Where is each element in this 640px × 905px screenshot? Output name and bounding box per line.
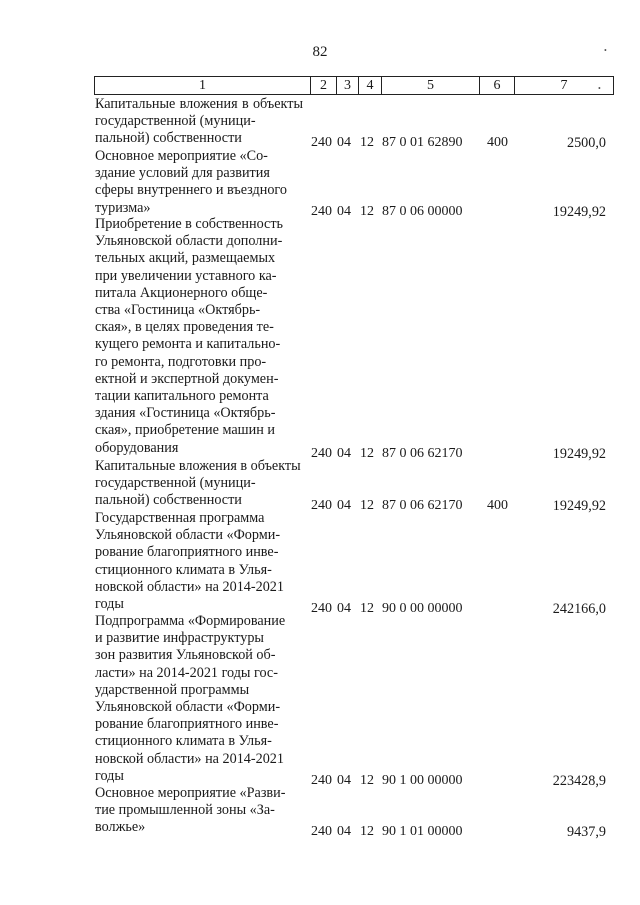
row-description xyxy=(95,458,303,510)
code-target-article: 87 0 01 62890 xyxy=(382,135,463,150)
row-amount: 19249,92 xyxy=(552,498,606,514)
code-ministry: 240 xyxy=(311,446,332,461)
description-line: ская», приобретение машин и xyxy=(95,422,275,439)
row-codes xyxy=(311,204,517,220)
description-line: туризма» xyxy=(95,199,151,216)
code-subsection: 12 xyxy=(360,824,374,839)
description-line: стиционного климата в Улья- xyxy=(95,561,272,578)
description-line: го ремонта, подготовки про- xyxy=(95,353,267,370)
description-line: и развитие инфраструктуры xyxy=(95,630,264,647)
code-section: 04 xyxy=(337,498,351,513)
code-ministry: 240 xyxy=(311,135,332,150)
description-line: пальной) собственности xyxy=(95,130,242,147)
description-line: тие промышленной зоны «За- xyxy=(95,802,275,819)
code-section: 04 xyxy=(337,601,351,616)
description-line: Капитальные вложения в объекты xyxy=(95,458,301,474)
code-subsection: 12 xyxy=(360,135,374,150)
row-codes xyxy=(311,601,517,617)
description-line: тации капитального ремонта xyxy=(95,388,269,405)
description-line: Основное мероприятие «Разви- xyxy=(95,785,286,801)
description-line: годы xyxy=(95,767,124,784)
description-line: рование благоприятного инве- xyxy=(95,544,279,561)
description-line: ектной и экспертной докумен- xyxy=(95,370,279,387)
description-line: Ульяновской области дополни- xyxy=(95,233,283,250)
code-subsection: 12 xyxy=(360,601,374,616)
row-amount: 9437,9 xyxy=(566,824,606,840)
description-line: Ульяновской области «Форми- xyxy=(95,527,281,544)
row-amount: 2500,0 xyxy=(566,135,606,151)
column-header-4: 4 xyxy=(358,77,381,94)
code-subsection: 12 xyxy=(360,204,374,219)
scan-mark: • xyxy=(598,84,601,93)
description-line: здание условий для развития xyxy=(95,165,270,182)
code-subsection: 12 xyxy=(360,773,374,788)
description-line: годы xyxy=(95,596,124,613)
description-line: государственной (муници- xyxy=(95,475,256,492)
column-header-6: 6 xyxy=(479,77,514,94)
code-section: 04 xyxy=(337,135,351,150)
row-description xyxy=(95,613,303,785)
row-codes xyxy=(311,498,517,514)
table-header xyxy=(94,76,614,95)
code-section: 04 xyxy=(337,204,351,219)
code-ministry: 240 xyxy=(311,204,332,219)
description-line: тельных акций, размещаемых xyxy=(95,250,276,267)
scan-mark: • xyxy=(604,46,607,55)
row-amount: 19249,92 xyxy=(552,204,606,220)
description-line: Капитальные вложения в объекты государственной (муници- xyxy=(95,96,303,130)
description-line: оборудования xyxy=(95,439,179,456)
description-line: кущего ремонта и капитально- xyxy=(95,336,281,353)
description-line: при увеличении уставного ка- xyxy=(95,267,277,284)
code-section: 04 xyxy=(337,773,351,788)
description-line: ская», в целях проведения те- xyxy=(95,319,274,336)
code-target-article: 90 1 01 00000 xyxy=(382,824,463,839)
description-line: новской области» на 2014-2021 xyxy=(95,750,284,767)
description-line: питала Акционерного обще- xyxy=(95,284,268,301)
row-codes xyxy=(311,824,517,840)
code-expense-type: 400 xyxy=(487,135,508,150)
code-target-article: 90 0 00 00000 xyxy=(382,601,463,616)
row-amount: 19249,92 xyxy=(552,446,606,462)
description-line: рование благоприятного инве- xyxy=(95,716,279,733)
description-line: стиционного климата в Улья- xyxy=(95,733,272,750)
row-description xyxy=(95,148,303,217)
column-header-7: 7 xyxy=(514,77,613,94)
code-section: 04 xyxy=(337,824,351,839)
description-line: волжье» xyxy=(95,819,146,836)
code-target-article: 87 0 06 00000 xyxy=(382,204,463,219)
description-line: Ульяновской области «Форми- xyxy=(95,699,281,716)
row-amount: 242166,0 xyxy=(552,601,606,617)
row-description xyxy=(95,96,303,148)
code-expense-type: 400 xyxy=(487,498,508,513)
description-line: зон развития Ульяновской об- xyxy=(95,647,276,664)
code-target-article: 87 0 06 62170 xyxy=(382,498,463,513)
code-ministry: 240 xyxy=(311,824,332,839)
row-description xyxy=(95,216,303,457)
code-ministry: 240 xyxy=(311,773,332,788)
row-codes xyxy=(311,773,517,789)
description-line: сферы внутреннего и въездного xyxy=(95,182,287,199)
description-line: ства «Гостиница «Октябрь- xyxy=(95,302,261,319)
code-target-article: 90 1 00 00000 xyxy=(382,773,463,788)
code-ministry: 240 xyxy=(311,601,332,616)
description-line: Основное мероприятие «Со- xyxy=(95,148,268,164)
code-target-article: 87 0 06 62170 xyxy=(382,446,463,461)
row-codes xyxy=(311,446,517,462)
row-description xyxy=(95,510,303,613)
row-amount: 223428,9 xyxy=(552,773,606,789)
description-line: новской области» на 2014-2021 xyxy=(95,578,284,595)
description-line: ласти» на 2014-2021 годы гос- xyxy=(95,664,278,681)
page-number: 82 xyxy=(312,44,328,60)
code-ministry: 240 xyxy=(311,498,332,513)
column-header-2: 2 xyxy=(310,77,336,94)
column-header-5: 5 xyxy=(381,77,479,94)
row-codes xyxy=(311,135,517,151)
code-subsection: 12 xyxy=(360,446,374,461)
description-line: ударственной программы xyxy=(95,681,250,698)
description-line: Подпрограмма «Формирование xyxy=(95,613,286,629)
code-section: 04 xyxy=(337,446,351,461)
code-subsection: 12 xyxy=(360,498,374,513)
column-header-1: 1 xyxy=(199,78,206,93)
description-line: Государственная программа xyxy=(95,510,265,526)
description-line: пальной) собственности xyxy=(95,492,242,509)
description-line: здания «Гостиница «Октябрь- xyxy=(95,405,276,422)
description-line: Приобретение в собственность xyxy=(95,216,284,232)
row-description xyxy=(95,785,303,837)
column-header-3: 3 xyxy=(336,77,358,94)
